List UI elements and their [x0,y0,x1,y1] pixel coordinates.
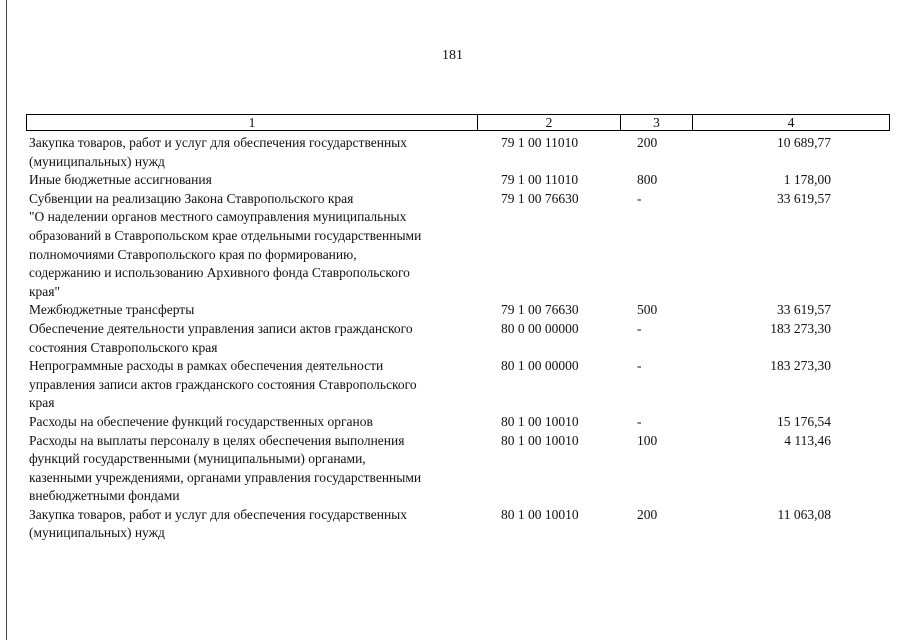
row-name: Непрограммные расходы в рамках обеспечения деятельности управления записи актов гражданского состояния Ставропольского края [29,358,417,411]
row-amount: 183 273,30 [770,320,831,336]
row-name: Субвенции на реализацию Закона Ставропольского края "О наделении органов местного самоуправления муниципальных образований в Ставропольском крае отдельными государственными полномочиями Ставропольского края по формированию, содержанию и использованию Архивного фонда Ставропольского края" [29,190,422,299]
table-row [26,190,890,302]
table-row [26,134,890,171]
table-row [26,301,890,320]
row-amount: 10 689,77 [777,135,831,150]
table-row [26,413,890,432]
row-code: 79 1 00 76630 [501,190,579,206]
left-margin-line [6,0,7,640]
row-type: 100 [637,432,658,448]
table-body [26,134,890,543]
row-name: Закупка товаров, работ и услуг для обеспечения государственных (муниципальных) нужд [29,506,408,541]
header-col-3: 3 [620,115,692,130]
header-col-1: 1 [248,115,256,130]
row-code: 80 1 00 10010 [501,413,579,429]
row-amount: 1 178,00 [783,172,831,188]
table-row [26,506,890,543]
row-amount: 15 176,54 [777,413,831,429]
row-amount: 33 619,57 [777,302,831,318]
row-type: - [637,320,642,336]
header-col-2: 2 [477,115,620,130]
row-code: 80 1 00 10010 [501,432,579,448]
row-type: - [637,190,642,206]
row-name: Расходы на обеспечение функций государственных органов [29,413,373,429]
row-amount: 4 113,46 [784,432,831,448]
table-row [26,171,890,190]
row-name: Межбюджетные трансферты [29,302,195,318]
row-code: 79 1 00 11010 [501,135,579,150]
row-amount: 183 273,30 [770,358,831,374]
header-col-4: 4 [692,115,889,130]
row-amount: 11 063,08 [777,506,831,522]
row-code: 80 0 00 00000 [501,320,579,336]
row-name: Обеспечение деятельности управления записи актов гражданского состояния Ставропольского края [29,320,413,355]
row-type: 800 [637,172,658,188]
row-amount: 33 619,57 [777,190,831,206]
table-row [26,320,890,357]
budget-table [26,114,890,543]
table-row [26,357,890,413]
row-code: 80 1 00 00000 [501,358,579,374]
row-code: 80 1 00 10010 [501,506,579,522]
row-type: 200 [637,135,658,150]
table-header-row [26,114,890,131]
row-code: 79 1 00 11010 [501,172,579,188]
row-name: Закупка товаров, работ и услуг для обеспечения государственных (муниципальных) нужд [29,135,408,169]
page-number: 181 [442,48,463,63]
row-type: - [637,358,642,374]
table-row [26,432,890,506]
row-name: Иные бюджетные ассигнования [29,172,212,188]
row-code: 79 1 00 76630 [501,302,579,318]
row-type: - [637,413,642,429]
row-name: Расходы на выплаты персоналу в целях обеспечения выполнения функций государственными (муниципальными) органами, казенными учреждениями, органами управления государственными внебюджетными фондами [29,432,422,504]
row-type: 200 [637,506,658,522]
row-type: 500 [637,302,658,318]
